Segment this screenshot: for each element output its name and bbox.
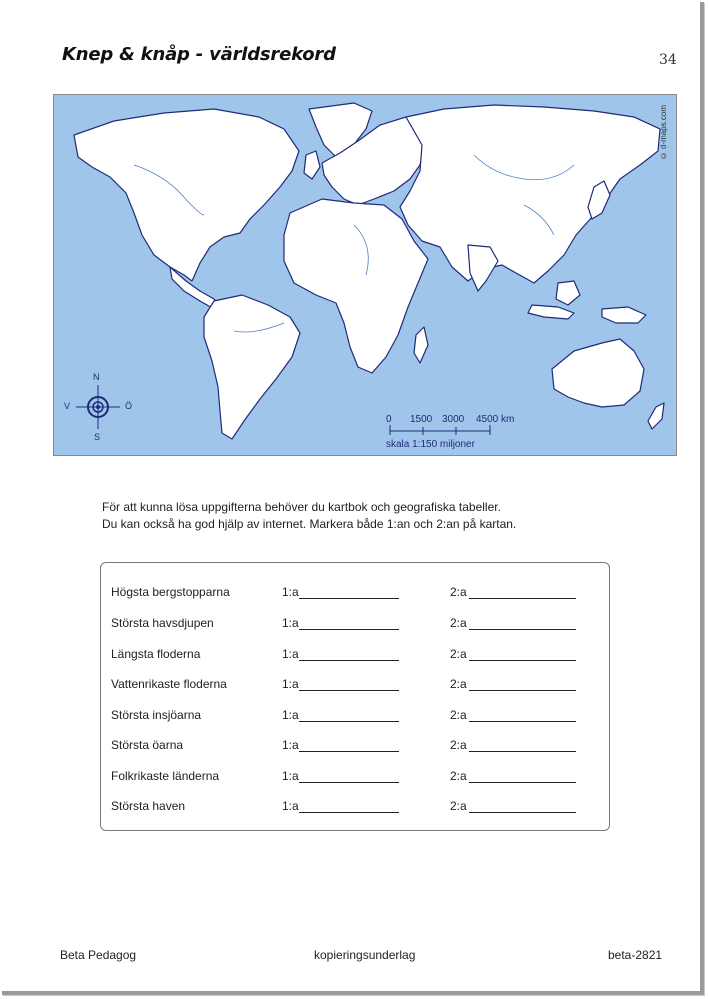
madagascar-shape <box>414 327 428 363</box>
instructions <box>102 499 516 533</box>
first-label: 1:a <box>282 677 299 691</box>
scale-tick-1: 1500 <box>410 414 433 425</box>
compass-west: V <box>64 401 71 411</box>
second-answer-line[interactable] <box>469 598 576 599</box>
second-answer-line[interactable] <box>469 660 576 661</box>
australia-shape <box>552 339 644 407</box>
second-answer-line[interactable] <box>469 629 576 630</box>
second-label: 2:a <box>450 799 467 813</box>
british-isles-shape <box>304 151 320 179</box>
row-label: Största haven <box>111 799 186 813</box>
scale-tick-2: 3000 <box>442 414 465 425</box>
compass-north: N <box>93 372 100 382</box>
first-answer-line[interactable] <box>299 598 399 599</box>
instruction-line: För att kunna lösa uppgifterna behöver du kartbok och geografiska tabeller. <box>102 500 501 514</box>
first-label: 1:a <box>282 585 299 599</box>
second-answer-line[interactable] <box>469 812 576 813</box>
first-label: 1:a <box>282 616 299 630</box>
second-answer-line[interactable] <box>469 751 576 752</box>
scale-label: skala 1:150 miljoner <box>386 439 475 450</box>
new-zealand-shape <box>648 403 664 429</box>
first-label: 1:a <box>282 708 299 722</box>
new-guinea-shape <box>602 307 646 323</box>
row-label: Största öarna <box>111 738 184 752</box>
first-label: 1:a <box>282 769 299 783</box>
second-label: 2:a <box>450 616 467 630</box>
south-america-shape <box>204 295 300 439</box>
scale-tick-3: 4500 km <box>476 414 515 425</box>
footer-publisher: Beta Pedagog <box>60 948 137 962</box>
answer-table <box>100 562 610 831</box>
compass-south: S <box>94 432 101 442</box>
second-label: 2:a <box>450 769 467 783</box>
second-answer-line[interactable] <box>469 782 576 783</box>
row-label: Största havsdjupen <box>111 616 214 630</box>
row-label: Största insjöarna <box>111 708 202 722</box>
page-number: 34 <box>659 52 677 68</box>
scale-tick-0: 0 <box>386 414 392 425</box>
row-label: Högsta bergstopparna <box>111 585 230 599</box>
second-label: 2:a <box>450 708 467 722</box>
world-map <box>53 94 677 456</box>
second-label: 2:a <box>450 585 467 599</box>
row-label: Vattenrikaste floderna <box>111 677 227 691</box>
africa-shape <box>284 199 428 373</box>
compass-east: Ö <box>125 401 133 411</box>
first-answer-line[interactable] <box>299 660 399 661</box>
second-answer-line[interactable] <box>469 690 576 691</box>
scale-bar-icon <box>390 425 490 435</box>
footer-code: beta-2821 <box>608 948 663 962</box>
first-label: 1:a <box>282 647 299 661</box>
page-title: Knep & knåp - världsrekord <box>62 44 336 65</box>
first-answer-line[interactable] <box>299 629 399 630</box>
first-answer-line[interactable] <box>299 751 399 752</box>
row-label: Folkrikaste länderna <box>111 769 220 783</box>
first-answer-line[interactable] <box>299 812 399 813</box>
page <box>2 2 704 995</box>
first-label: 1:a <box>282 738 299 752</box>
indonesia-shape <box>528 305 574 319</box>
asia-shape <box>400 105 660 283</box>
borneo-shape <box>556 281 580 305</box>
second-answer-line[interactable] <box>469 721 576 722</box>
first-answer-line[interactable] <box>299 721 399 722</box>
first-answer-line[interactable] <box>299 782 399 783</box>
first-label: 1:a <box>282 799 299 813</box>
second-label: 2:a <box>450 677 467 691</box>
compass-rose-icon <box>76 385 120 429</box>
north-america-shape <box>74 109 299 281</box>
world-map-drawing <box>54 95 677 456</box>
instruction-line: Du kan också ha god hjälp av internet. Markera både 1:an och 2:an på kartan. <box>102 517 517 531</box>
map-credit: © d-maps.com <box>659 105 668 161</box>
second-label: 2:a <box>450 738 467 752</box>
row-label: Längsta floderna <box>111 647 201 661</box>
footer-center: kopieringsunderlag <box>314 948 416 962</box>
second-label: 2:a <box>450 647 467 661</box>
first-answer-line[interactable] <box>299 690 399 691</box>
